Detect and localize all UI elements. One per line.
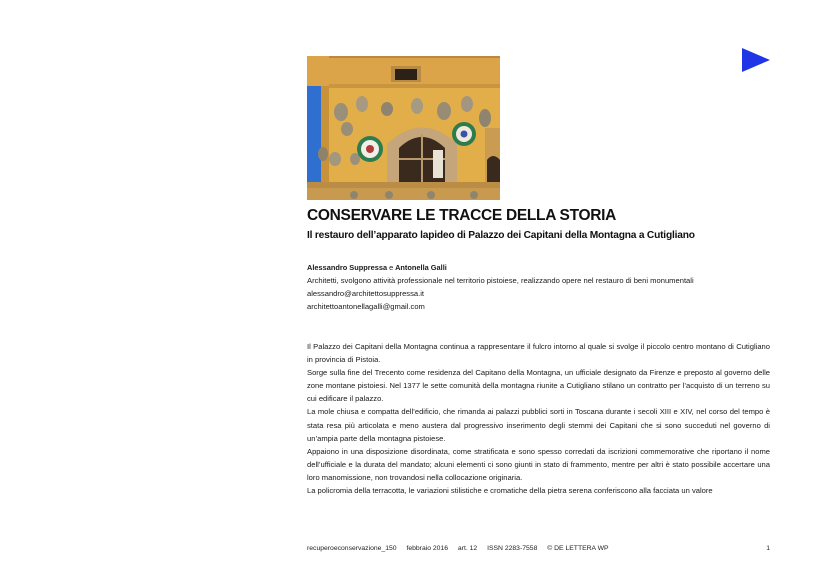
footer-article: art. 12 (457, 545, 478, 552)
footer-date: febbraio 2016 (406, 545, 449, 552)
author-affiliation: Architetti, svolgono attività professionale nel territorio pistoiese, realizzando opere nel restauro di beni monumentali (307, 276, 694, 285)
article-subtitle: Il restauro dell’apparato lapideo di Palazzo dei Capitani della Montagna a Cutigliano (307, 230, 695, 241)
page-footer (307, 545, 770, 552)
footer-journal: recuperoeconservazione_150 (307, 545, 397, 552)
author-conjunction: e (389, 263, 394, 272)
author-2: Antonella Galli (395, 263, 447, 272)
body-paragraph: Appaiono in una disposizione disordinata, come stratificata e sono spesso corredati da iscrizioni commemorative che riportano il nome dell’ufficiale e la durata del mandato; alcuni elementi ci sono giunti in stato di frammento, mentre per altri è stato possibile accertare una loro manomissione, non trovandosi nella collocazione originaria. (307, 446, 770, 482)
next-page-button[interactable] (742, 48, 770, 72)
article-title: CONSERVARE LE TRACCE DELLA STORIA (307, 207, 617, 224)
author-block (307, 261, 777, 313)
footer-issn: ISSN 2283-7558 (487, 545, 538, 552)
footer-publisher: © DE LETTERA WP (547, 545, 609, 552)
author-1: Alessandro Suppressa (307, 263, 388, 272)
email-link-2[interactable]: architettoantonellagalli@gmail.com (307, 302, 425, 311)
author-names (307, 261, 777, 274)
email-link-1[interactable]: alessandro@architettosuppressa.it (307, 289, 425, 298)
play-triangle-icon (742, 48, 770, 72)
body-paragraph: La policromia della terracotta, le variazioni stilistiche e cromatiche della pietra serena conferiscono alla facciata un valore (307, 486, 713, 496)
article-body (307, 340, 770, 497)
body-paragraph: La mole chiusa e compatta dell’edificio, che rimanda ai palazzi pubblici sorti in Toscana durante i secoli XIII e XIV, nel corso del tempo è stata resa più articolata e meno austera dal progressivo inserimento degli stemmi dei Capitani che si sono succeduti nel governo di un’ampia parte della montagna pistoiese. (307, 407, 770, 443)
palazzo-facade-photo (307, 56, 500, 200)
page-number: 1 (766, 545, 770, 552)
body-paragraph: Sorge sulla fine del Trecento come residenza del Capitano della Montagna, un ufficiale designato da Firenze e preposto al governo delle zone montane pistoiesi. Nel 1377 le sette comunità della montagna riunite a Cutigliano stilano un contratto per l’acquisto di un terreno su cui edificare il palazzo. (307, 368, 770, 404)
body-paragraph: Il Palazzo dei Capitani della Montagna continua a rappresentare il fulcro intorno al quale si svolge il piccolo centro montano di Cutigliano in provincia di Pistoia. (307, 342, 770, 365)
